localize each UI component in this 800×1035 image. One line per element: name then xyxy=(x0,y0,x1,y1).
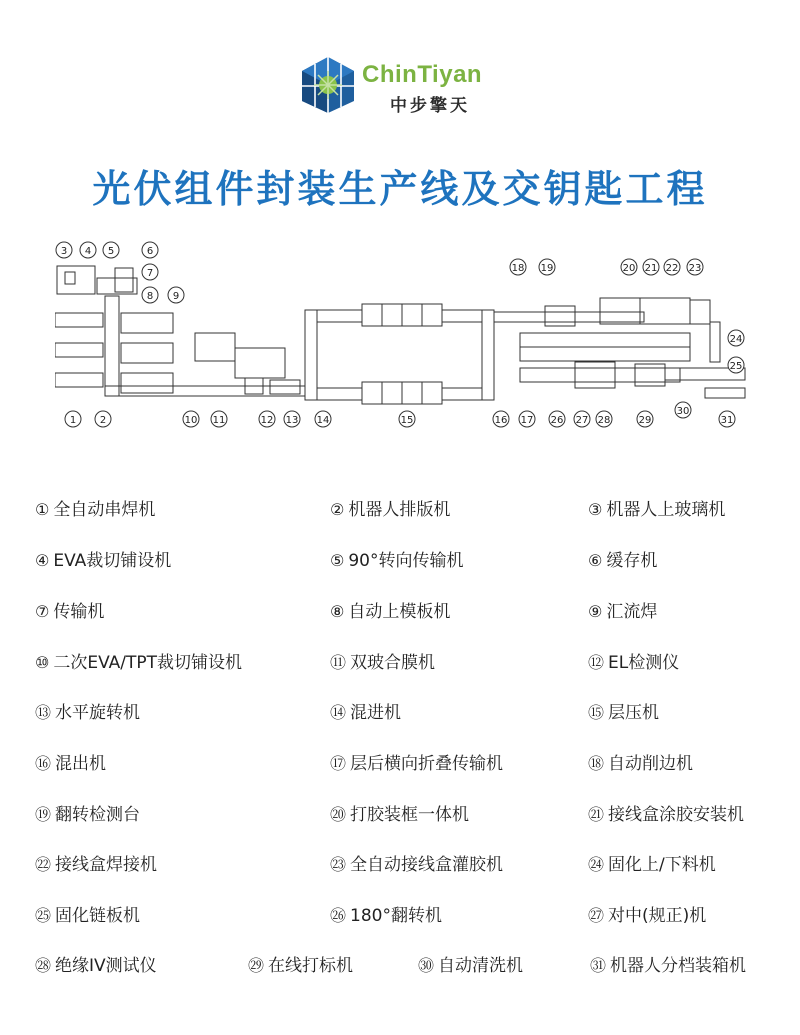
svg-text:27: 27 xyxy=(575,415,589,426)
diagram-label-28 xyxy=(596,411,612,427)
page-title: 光伏组件封装生产线及交钥匙工程 xyxy=(92,167,708,211)
svg-text:7: 7 xyxy=(146,268,154,279)
svg-text:3: 3 xyxy=(60,246,68,257)
legend-item-4: ④ EVA裁切铺设机 xyxy=(35,551,172,571)
svg-text:1: 1 xyxy=(69,415,77,426)
legend-item-1: ① 全自动串焊机 xyxy=(35,500,156,520)
brand-name-latin: ChinTiyan xyxy=(362,61,483,88)
diagram-label-6 xyxy=(142,242,158,258)
diagram-label-7 xyxy=(142,264,158,280)
legend-item-14: ⑭ 混进机 xyxy=(330,703,402,723)
diagram-label-19 xyxy=(539,259,555,275)
legend-item-2: ② 机器人排版机 xyxy=(330,500,451,520)
diagram-label-3 xyxy=(56,242,72,258)
legend-item-31: ㉛ 机器人分档装箱机 xyxy=(590,956,747,976)
diagram-label-21 xyxy=(643,259,659,275)
svg-text:4: 4 xyxy=(84,246,92,257)
svg-text:9: 9 xyxy=(172,291,180,302)
legend-item-18: ⑱ 自动削边机 xyxy=(588,754,694,774)
diagram-label-30 xyxy=(675,402,691,418)
legend-item-6: ⑥ 缓存机 xyxy=(588,551,658,571)
diagram-label-5 xyxy=(103,242,119,258)
legend-item-26: ㉖ 180°翻转机 xyxy=(330,906,442,926)
diagram-label-17 xyxy=(519,411,535,427)
equipment-legend xyxy=(0,480,800,1000)
diagram-label-18 xyxy=(510,259,526,275)
diagram-label-24 xyxy=(728,330,744,346)
legend-item-7: ⑦ 传输机 xyxy=(35,602,105,622)
legend-item-19: ⑲ 翻转检测台 xyxy=(35,805,141,825)
legend-item-9: ⑨ 汇流焊 xyxy=(588,602,658,622)
diagram-label-22 xyxy=(664,259,680,275)
svg-text:29: 29 xyxy=(638,415,652,426)
legend-item-17: ⑰ 层后横向折叠传输机 xyxy=(330,754,504,774)
legend-item-15: ⑮ 层压机 xyxy=(588,703,660,723)
diagram-label-15 xyxy=(399,411,415,427)
diagram-label-2 xyxy=(95,411,111,427)
legend-item-8: ⑧ 自动上模板机 xyxy=(330,602,451,622)
logo-cube-icon xyxy=(300,55,356,115)
legend-item-13: ⑬ 水平旋转机 xyxy=(35,703,141,723)
legend-item-16: ⑯ 混出机 xyxy=(35,754,107,774)
legend-item-30: ㉚ 自动清洗机 xyxy=(418,956,524,976)
svg-text:10: 10 xyxy=(184,415,198,426)
legend-item-27: ㉗ 对中(规正)机 xyxy=(588,906,707,926)
brand-logo xyxy=(300,55,520,117)
svg-text:8: 8 xyxy=(146,291,154,302)
svg-text:31: 31 xyxy=(720,415,734,426)
diagram-label-8 xyxy=(142,287,158,303)
svg-text:21: 21 xyxy=(644,263,658,274)
legend-item-25: ㉕ 固化链板机 xyxy=(35,906,141,926)
legend-item-28: ㉘ 绝缘IV测试仪 xyxy=(35,956,157,976)
svg-text:26: 26 xyxy=(550,415,564,426)
diagram-label-1 xyxy=(65,411,81,427)
svg-text:2: 2 xyxy=(99,415,107,426)
legend-item-11: ⑪ 双玻合膜机 xyxy=(330,653,436,673)
legend-item-22: ㉒ 接线盒焊接机 xyxy=(35,855,158,875)
legend-item-20: ⑳ 打胶装框一体机 xyxy=(330,805,470,825)
diagram-label-14 xyxy=(315,411,331,427)
svg-text:15: 15 xyxy=(400,415,414,426)
svg-text:13: 13 xyxy=(285,415,299,426)
diagram-label-9 xyxy=(168,287,184,303)
svg-text:24: 24 xyxy=(729,334,743,345)
diagram-label-31 xyxy=(719,411,735,427)
svg-text:11: 11 xyxy=(212,415,226,426)
diagram-label-11 xyxy=(211,411,227,427)
brand-name-cn: 中步擎天 xyxy=(390,96,470,116)
legend-item-5: ⑤ 90°转向传输机 xyxy=(330,551,464,571)
svg-text:22: 22 xyxy=(665,263,679,274)
svg-text:17: 17 xyxy=(520,415,534,426)
svg-text:6: 6 xyxy=(146,246,154,257)
diagram-label-12 xyxy=(259,411,275,427)
diagram-label-16 xyxy=(493,411,509,427)
diagram-label-25 xyxy=(728,357,744,373)
diagram-label-13 xyxy=(284,411,300,427)
legend-item-10: ⑩ 二次EVA/TPT裁切铺设机 xyxy=(35,653,243,673)
svg-text:25: 25 xyxy=(729,361,743,372)
svg-text:16: 16 xyxy=(494,415,508,426)
svg-text:20: 20 xyxy=(622,263,636,274)
diagram-label-4 xyxy=(80,242,96,258)
diagram-label-26 xyxy=(549,411,565,427)
diagram-label-10 xyxy=(183,411,199,427)
legend-item-3: ③ 机器人上玻璃机 xyxy=(588,500,726,520)
svg-text:19: 19 xyxy=(540,263,554,274)
svg-text:12: 12 xyxy=(260,415,274,426)
svg-text:14: 14 xyxy=(316,415,330,426)
legend-item-23: ㉓ 全自动接线盒灌胶机 xyxy=(330,855,504,875)
svg-text:28: 28 xyxy=(597,415,611,426)
legend-item-12: ⑫ EL检测仪 xyxy=(588,653,680,673)
legend-item-29: ㉙ 在线打标机 xyxy=(248,956,354,976)
svg-text:5: 5 xyxy=(107,246,115,257)
svg-text:23: 23 xyxy=(688,263,702,274)
diagram-label-29 xyxy=(637,411,653,427)
svg-text:30: 30 xyxy=(676,406,690,417)
legend-item-24: ㉔ 固化上/下料机 xyxy=(588,855,716,875)
diagram-label-23 xyxy=(687,259,703,275)
legend-item-21: ㉑ 接线盒涂胶安装机 xyxy=(588,805,745,825)
diagram-label-27 xyxy=(574,411,590,427)
diagram-label-20 xyxy=(621,259,637,275)
svg-text:18: 18 xyxy=(511,263,525,274)
production-line-layout-diagram xyxy=(55,238,755,433)
